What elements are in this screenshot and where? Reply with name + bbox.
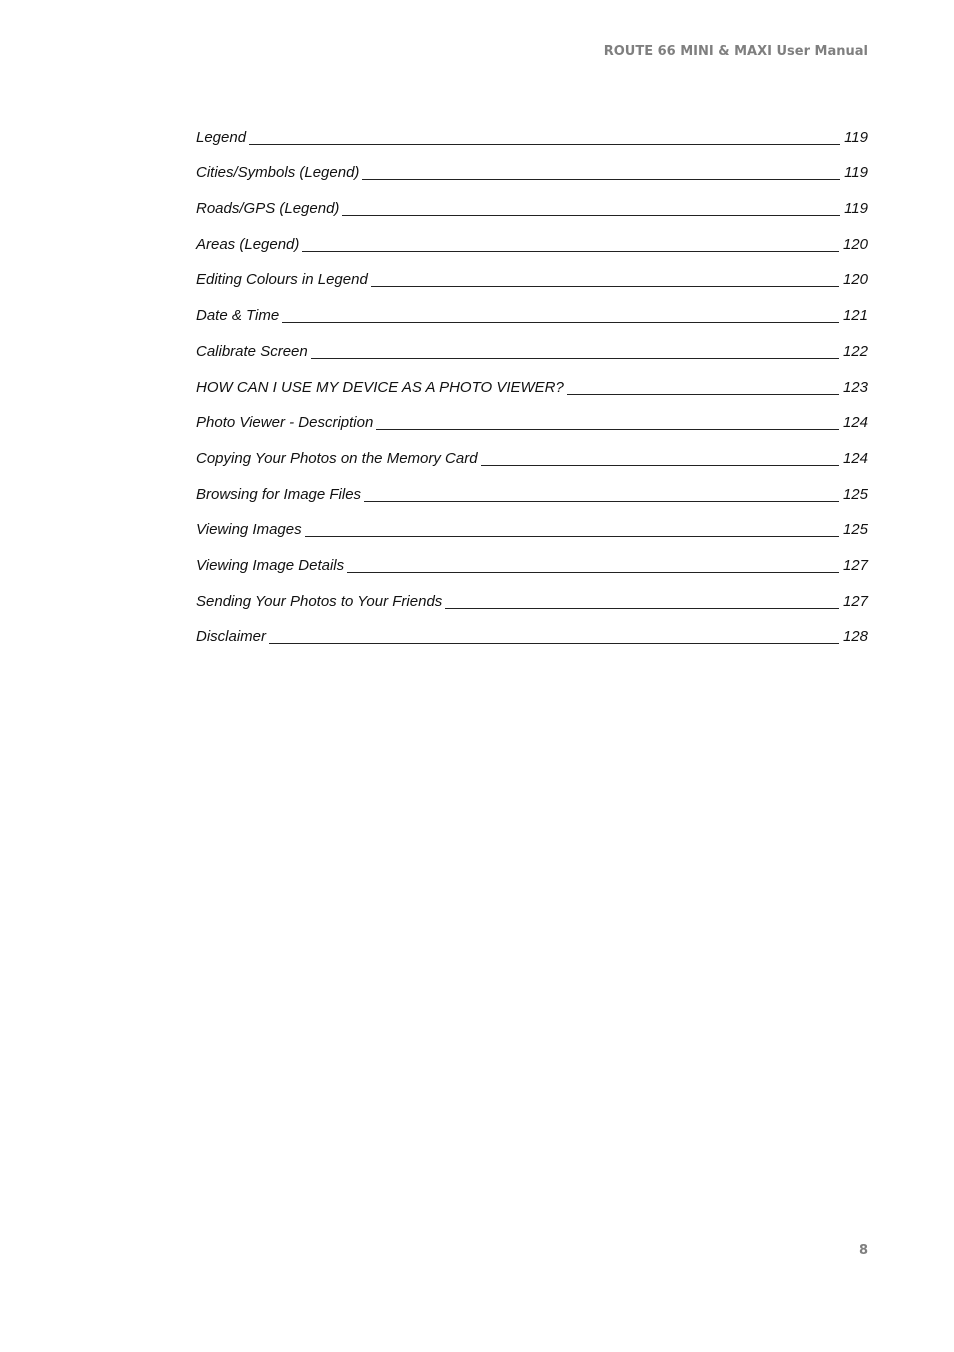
- toc-entry-title: Browsing for Image Files: [196, 485, 362, 503]
- toc-entry-page: 121: [842, 307, 868, 325]
- toc-entry-title: Disclaimer: [196, 628, 267, 646]
- toc-leader-line: [481, 465, 839, 466]
- toc-entry-page: 124: [842, 414, 868, 432]
- toc-entry-title: Sending Your Photos to Your Friends: [196, 592, 443, 610]
- toc-entry-title: HOW CAN I USE MY DEVICE AS A PHOTO VIEWER?: [196, 378, 564, 396]
- toc-entry-browsing-image-files[interactable]: [196, 471, 868, 507]
- toc-entry-areas[interactable]: [196, 221, 868, 257]
- toc-leader-line: [269, 643, 839, 644]
- toc-entry-page: 119: [844, 128, 868, 146]
- toc-entry-page: 122: [842, 342, 868, 360]
- toc-entry-title: Calibrate Screen: [196, 342, 308, 360]
- toc-entry-title: Viewing Images: [196, 521, 302, 539]
- toc-entry-title: Copying Your Photos on the Memory Card: [196, 449, 478, 467]
- toc-entry-page: 128: [842, 628, 868, 646]
- toc-entry-page: 127: [842, 556, 868, 574]
- toc-leader-line: [362, 179, 840, 180]
- toc-entry-page: 119: [844, 200, 868, 218]
- toc-leader-line: [342, 215, 840, 216]
- toc-entry-page: 123: [842, 378, 868, 396]
- toc-leader-line: [371, 286, 839, 287]
- page-number: 8: [858, 1243, 868, 1258]
- toc-leader-line: [282, 322, 839, 323]
- toc-entry-cities-symbols[interactable]: [196, 150, 868, 186]
- toc-entry-page: 124: [842, 449, 868, 467]
- toc-entry-page: 127: [842, 592, 868, 610]
- toc-leader-line: [376, 429, 839, 430]
- toc-entry-legend[interactable]: [196, 114, 868, 150]
- toc-entry-photo-viewer-description[interactable]: [196, 400, 868, 436]
- toc-leader-line: [249, 144, 840, 145]
- toc-entry-title: Roads/GPS (Legend): [196, 200, 340, 218]
- toc-entry-title: Legend: [196, 128, 247, 146]
- toc-entry-title: Date & Time: [196, 307, 280, 325]
- toc-entry-page: 125: [842, 521, 868, 539]
- toc-entry-photo-viewer-howto[interactable]: [196, 364, 868, 400]
- toc-entry-page: 120: [842, 271, 868, 289]
- toc-entry-copying-photos[interactable]: [196, 435, 868, 471]
- toc-leader-line: [445, 608, 839, 609]
- toc-leader-line: [311, 358, 839, 359]
- toc-entry-date-time[interactable]: [196, 292, 868, 328]
- toc-entry-roads-gps[interactable]: [196, 185, 868, 221]
- toc-entry-page: 125: [842, 485, 868, 503]
- toc-leader-line: [364, 501, 839, 502]
- toc-entry-title: Areas (Legend): [196, 235, 300, 253]
- toc-entry-viewing-images[interactable]: [196, 507, 868, 543]
- toc-entry-page: 119: [844, 164, 868, 182]
- toc-leader-line: [347, 572, 839, 573]
- toc-entry-page: 120: [842, 235, 868, 253]
- toc-leader-line: [302, 251, 839, 252]
- toc-entry-title: Viewing Image Details: [196, 556, 345, 574]
- toc-entry-title: Editing Colours in Legend: [196, 271, 368, 289]
- toc-entry-title: Photo Viewer - Description: [196, 414, 374, 432]
- running-header: ROUTE 66 MINI & MAXI User Manual: [603, 44, 868, 59]
- toc-entry-calibrate-screen[interactable]: [196, 328, 868, 364]
- toc-entry-sending-photos[interactable]: [196, 578, 868, 614]
- toc-leader-line: [567, 394, 839, 395]
- toc-entry-editing-colours[interactable]: [196, 257, 868, 293]
- toc-entry-viewing-image-details[interactable]: [196, 542, 868, 578]
- toc-entry-disclaimer[interactable]: [196, 614, 868, 650]
- toc-leader-line: [305, 536, 839, 537]
- table-of-contents: [196, 114, 868, 649]
- toc-entry-title: Cities/Symbols (Legend): [196, 164, 360, 182]
